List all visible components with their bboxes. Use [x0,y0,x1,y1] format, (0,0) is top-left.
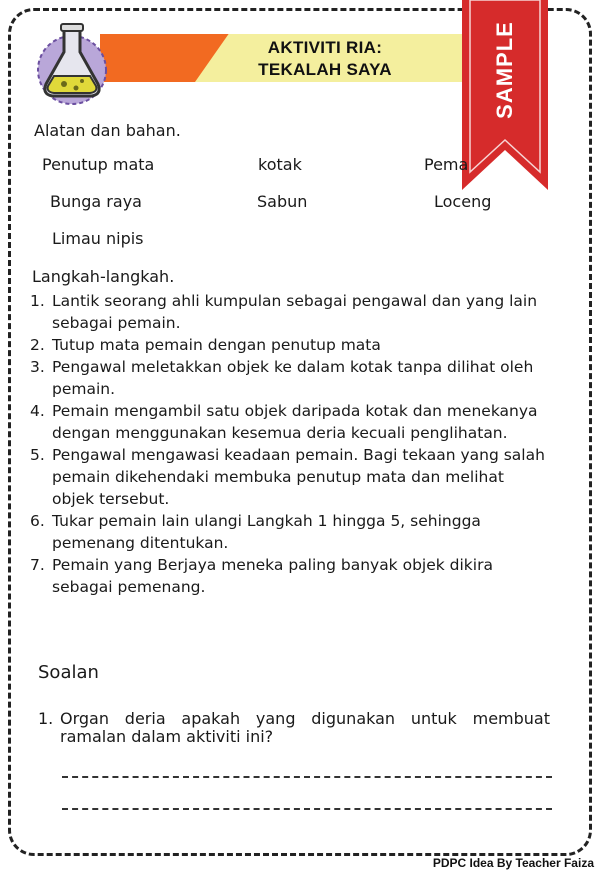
steps-list [30,290,550,598]
activity-title-line1: AKTIVITI RIA: [267,38,383,57]
list-item [30,554,550,598]
material-item: Sabun [257,192,308,211]
answer-line[interactable] [62,808,552,810]
activity-title [225,37,425,81]
steps-heading: Langkah-langkah. [32,267,175,286]
step-text: Pemain yang Berjaya meneka paling banyak objek dikira sebagai pemenang. [52,556,493,596]
flask-icon [32,18,112,106]
step-text: Lantik seorang ahli kumpulan sebagai pengawal dan yang lain sebagai pemain. [52,292,538,332]
activity-title-line2: TEKALAH SAYA [258,60,392,79]
material-item: kotak [258,155,302,174]
list-item [30,356,550,400]
step-number: 5. [30,446,45,464]
material-item: Limau nipis [52,229,144,248]
list-item [30,334,550,356]
questions-heading: Soalan [38,662,99,683]
step-number: 3. [30,358,45,376]
question-item [38,710,550,746]
material-item: Penutup mata [42,155,155,174]
answer-line[interactable] [62,776,552,778]
step-text: Tukar pemain lain ulangi Langkah 1 hingga 5, sehingga pemenang ditentukan. [52,512,481,552]
step-number: 6. [30,512,45,530]
step-text: Tutup mata pemain dengan penutup mata [52,336,381,354]
step-number: 7. [30,556,45,574]
question-number: 1. [38,709,54,728]
sample-badge: SAMPLE [492,21,517,119]
footer-credit: PDPC Idea By Teacher Faiza [432,856,594,870]
question-text: Organ deria apakah yang digunakan untuk membuat ramalan dalam aktiviti ini? [60,709,550,746]
step-number: 4. [30,402,45,420]
material-item: Loceng [434,192,492,211]
materials-heading: Alatan dan bahan. [34,121,181,140]
list-item [30,290,550,334]
step-number: 1. [30,292,45,310]
material-item: Bunga raya [50,192,142,211]
list-item [30,510,550,554]
step-text: Pemain mengambil satu objek daripada kotak dan menekanya dengan menggunakan kesemua deria kecuali penglihatan. [52,402,538,442]
step-text: Pengawal mengawasi keadaan pemain. Bagi tekaan yang salah pemain dikehendaki membuka penutup mata dan melihat objek tersebut. [52,446,545,508]
step-number: 2. [30,336,45,354]
list-item [30,444,550,510]
list-item [30,400,550,444]
material-item: Pema [424,155,469,174]
step-text: Pengawal meletakkan objek ke dalam kotak tanpa dilihat oleh pemain. [52,358,534,398]
